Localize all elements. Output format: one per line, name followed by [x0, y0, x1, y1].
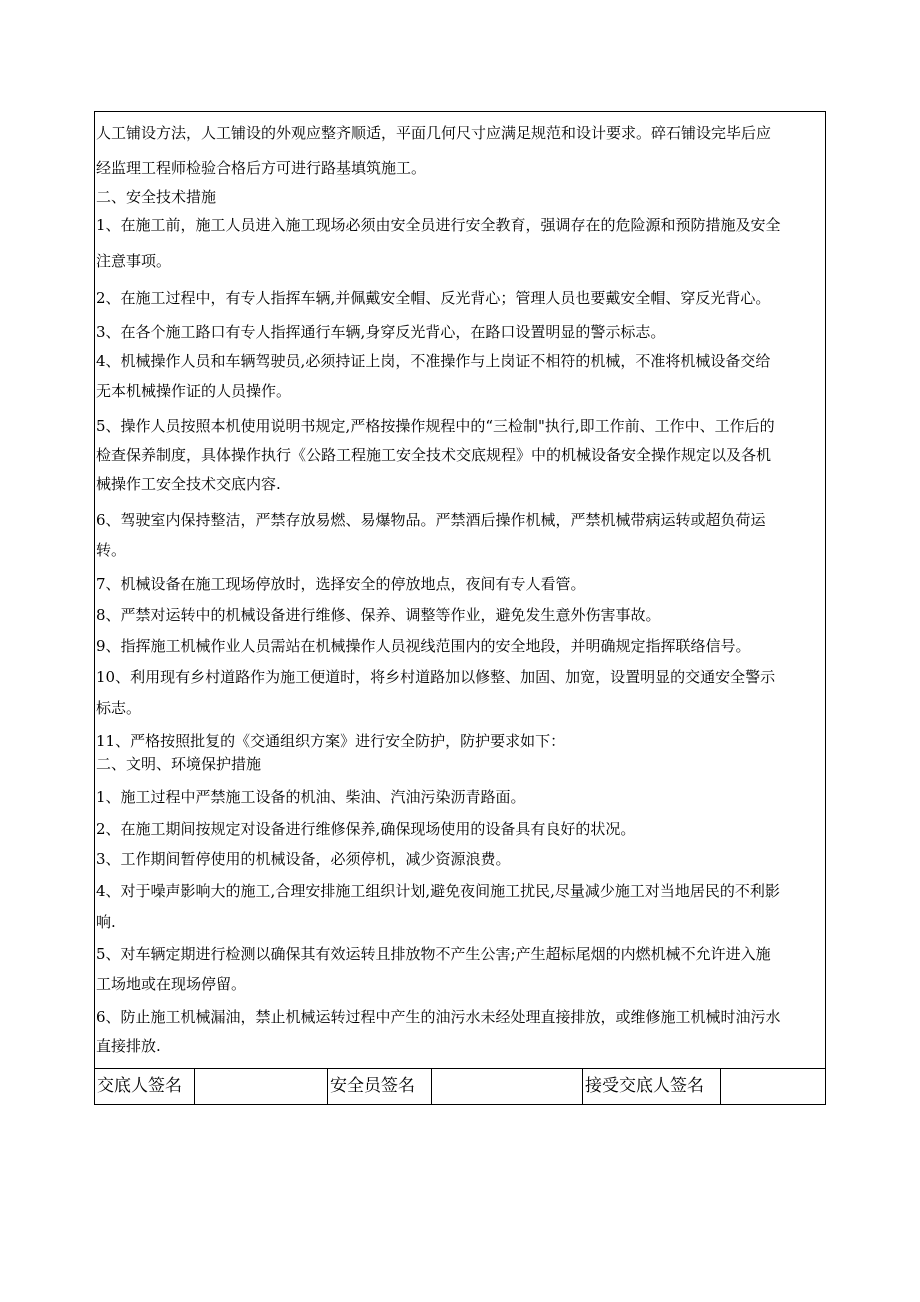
signature-row — [95, 1068, 825, 1104]
disclosure-table — [94, 111, 826, 1105]
recipient-signature-label: 接受交底人签名 — [583, 1068, 721, 1104]
content-line: 转。 — [96, 541, 127, 559]
content-line: 检查保养制度，具体操作执行《公路工程施工安全技术交底规程》中的机械设备安全操作规定以及各机 — [96, 446, 772, 464]
content-line: 5、对车辆定期进行检测以确保其有效运转且排放物不产生公害;产生超标尾烟的内燃机械不允许进入施 — [96, 945, 771, 963]
content-line: 6、防止施工机械漏油，禁止机械运转过程中产生的油污水未经处理直接排放，或维修施工机械时油污水 — [96, 1008, 781, 1026]
content-line: 3、工作期间暂停使用的机械设备，必须停机，减少资源浪费。 — [96, 850, 511, 868]
content-line: 经监理工程师检验合格后方可进行路基填筑施工。 — [96, 159, 427, 177]
content-line: 3、在各个施工路口有专人指挥通行车辆,身穿反光背心，在路口设置明显的警示标志。 — [96, 323, 666, 341]
safety-officer-signature-label: 安全员签名 — [328, 1068, 432, 1104]
content-line: 无本机械操作证的人员操作。 — [96, 382, 292, 400]
briefer-signature-field[interactable] — [195, 1068, 328, 1104]
content-line: 5、操作人员按照本机使用说明书规定,严格按操作规程中的“三检制"执行,即工作前、工作中、工作后的 — [96, 417, 775, 435]
content-line: 7、机械设备在施工现场停放时，选择安全的停放地点，夜间有专人看管。 — [96, 575, 586, 593]
content-line: 2、在施工过程中，有专人指挥车辆,并佩戴安全帽、反光背心；管理人员也要戴安全帽、穿反光背心。 — [96, 289, 771, 307]
content-cell — [95, 112, 825, 1069]
content-line: 人工铺设方法，人工铺设的外观应整齐顺适，平面几何尺寸应满足规范和设计要求。碎石铺设完毕后应 — [96, 124, 772, 142]
content-line: 标志。 — [96, 699, 142, 717]
content-line: 11、严格按照批复的《交通组织方案》进行安全防护，防护要求如下： — [96, 732, 566, 750]
section-heading: 二、安全技术措施 — [96, 188, 217, 206]
content-line: 响. — [96, 913, 116, 931]
content-line: 8、严禁对运转中的机械设备进行维修、保养、调整等作业，避免发生意外伤害事故。 — [96, 606, 661, 624]
content-line: 9、指挥施工机械作业人员需站在机械操作人员视线范围内的安全地段，并明确规定指挥联络信号。 — [96, 637, 751, 655]
content-line: 2、在施工期间按规定对设备进行维修保养,确保现场使用的设备具有良好的状况。 — [96, 820, 636, 838]
content-line: 直接排放. — [96, 1037, 161, 1055]
briefer-signature-label: 交底人签名 — [95, 1068, 195, 1104]
content-line: 10、利用现有乡村道路作为施工便道时，将乡村道路加以修整、加固、加宽，设置明显的交通安全警示 — [96, 668, 776, 686]
content-line: 1、在施工前，施工人员进入施工现场必须由安全员进行安全教育，强调存在的危险源和预防措施及安全 — [96, 216, 781, 234]
content-line: 4、对于噪声影响大的施工,合理安排施工组织计划,避免夜间施工扰民,尽量减少施工对当地居民的不利影 — [96, 882, 780, 900]
content-line: 6、驾驶室内保持整洁，严禁存放易燃、易爆物品。严禁酒后操作机械，严禁机械带病运转或超负荷运 — [96, 511, 766, 529]
content-line: 1、施工过程中严禁施工设备的机油、柴油、汽油污染沥青路面。 — [96, 788, 526, 806]
safety-officer-signature-field[interactable] — [432, 1068, 583, 1104]
section-heading: 二、文明、环境保护措施 — [96, 755, 262, 773]
content-line: 4、机械操作人员和车辆驾驶员,必须持证上岗，不准操作与上岗证不相符的机械，不准将机械设备交给 — [96, 352, 771, 370]
content-line: 械操作工安全技术交底内容. — [96, 475, 281, 493]
content-line: 注意事项。 — [96, 252, 172, 270]
recipient-signature-field[interactable] — [721, 1068, 825, 1104]
content-line: 工场地或在现场停留。 — [96, 975, 247, 993]
